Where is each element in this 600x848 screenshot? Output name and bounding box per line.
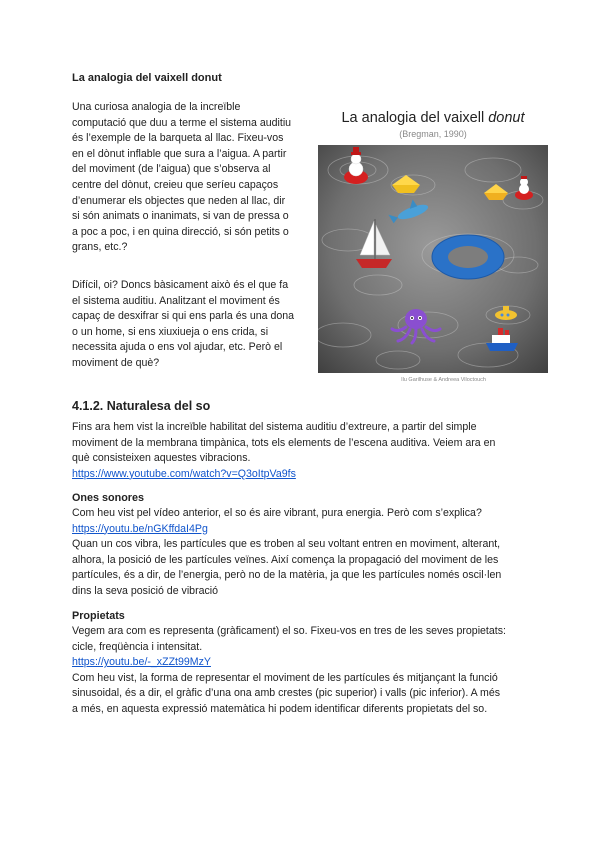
figure-title-text: La analogia del vaixell (341, 110, 489, 126)
intro-paragraph (72, 100, 307, 256)
lake-illustration (318, 145, 548, 373)
youtube-link-3[interactable]: https://youtu.be/-_xZZt99MzY (72, 656, 211, 669)
text-line: del moviment (de l’aigua) que s’observa al (72, 163, 271, 176)
text-line: moviment de què? (72, 356, 160, 369)
text-line: si són animats o inanimats, si van de pressa o (72, 210, 289, 223)
heading-naturalesa: 4.1.2. Naturalesa del so (72, 399, 211, 413)
text-line: Com heu vist, la forma de representar el moviment de les partícules és mitjançant la funció (72, 671, 498, 684)
donut-analogy-figure (318, 100, 548, 390)
donut-float-icon (432, 235, 504, 279)
propietats-paragraph (72, 624, 532, 718)
figure-title-italic: donut (488, 110, 525, 126)
ones-paragraph (72, 506, 532, 600)
text-line: el sistema auditiu. Analitzant el moviment és (72, 294, 280, 307)
text-line: grans, etc.? (72, 241, 128, 254)
text-line: sinusoidal, és a dir, el gràfic d’una ona amb crestes (pic superior) i valls (pic inferior). A més (72, 687, 501, 700)
heading-ones-sonores: Ones sonores (72, 492, 145, 504)
text-line: centre del dònut, creieu que seríeu capaços (72, 178, 279, 191)
heading-propietats: Propietats (72, 610, 125, 622)
text-line: capaç de desxifrar si qui ens parla és una dona (72, 310, 295, 323)
section-title: La analogia del vaixell donut (72, 72, 222, 84)
text-line: què consisteixen aquestes vibracions. (72, 452, 251, 465)
figure-subtitle: (Bregman, 1990) (399, 129, 467, 139)
text-line: Vegem ara com es representa (gràficament) el so. Fixeu-vos en tres de les seves propietats: (72, 625, 506, 637)
text-line: és l’exemple de la barqueta al llac. Fixeu-vos (72, 132, 284, 145)
text-line: dins la seva posició de vibració (72, 584, 219, 597)
figure-credit: Ilu Garilhuse & Andreea Viloctouch (401, 377, 486, 383)
text-line: necessita ajuda o ens vol ajudar, etc. Però el (72, 341, 283, 354)
text-line: Fins ara hem vist la increïble habilitat del sistema auditiu d’extreure, a partir del simple (72, 421, 477, 433)
text-line: alhora, la posició de les partícules veïnes. Així comença la propagació del moviment de les (72, 553, 499, 566)
text-line: d’enumerar els objectes que neden al llac, dir (72, 194, 286, 207)
text-line: cicle, freqüència i intensitat. (72, 640, 203, 653)
text-line: Com heu vist pel vídeo anterior, el so és aire vibrant, pura energia. Però com s’explica? (72, 507, 482, 519)
text-line: partícules, és a dir, de l’energia, però no de la matèria, ja que les partícules només oscil·len (72, 569, 502, 582)
text-line: en el dònut inflable que sura a l’aigua. A partir (72, 147, 287, 160)
text-line: moviment de la membrana timpànica, tots els elements de l’escena auditiva. Veiem ara en (72, 436, 496, 449)
youtube-link-1[interactable]: https://www.youtube.com/watch?v=Q3oItpVa9fs (72, 467, 296, 480)
text-line: a més, en aquesta expressió matemàtica hi podem identificar diferents propietats del so. (72, 702, 488, 715)
text-line: o un home, si ens xiuxiueja o ens crida, si (72, 325, 269, 338)
text-line: computació que duu a terme el sistema auditiu (72, 116, 292, 129)
text-line: Una curiosa analogia de la increïble (72, 101, 241, 113)
figure-title (318, 110, 548, 126)
text-line: Quan un cos vibra, les partícules que es troben al seu voltant entren en moviment, alterant, (72, 538, 501, 551)
naturalesa-paragraph (72, 420, 532, 482)
difficult-paragraph (72, 278, 307, 372)
text-line: a poc a poc, i en quina direcció, si són petits o (72, 225, 289, 238)
text-line: Difícil, oi? Doncs bàsicament això és el que fa (72, 279, 289, 291)
youtube-link-2[interactable]: https://youtu.be/nGKffdaI4Pg (72, 522, 208, 535)
